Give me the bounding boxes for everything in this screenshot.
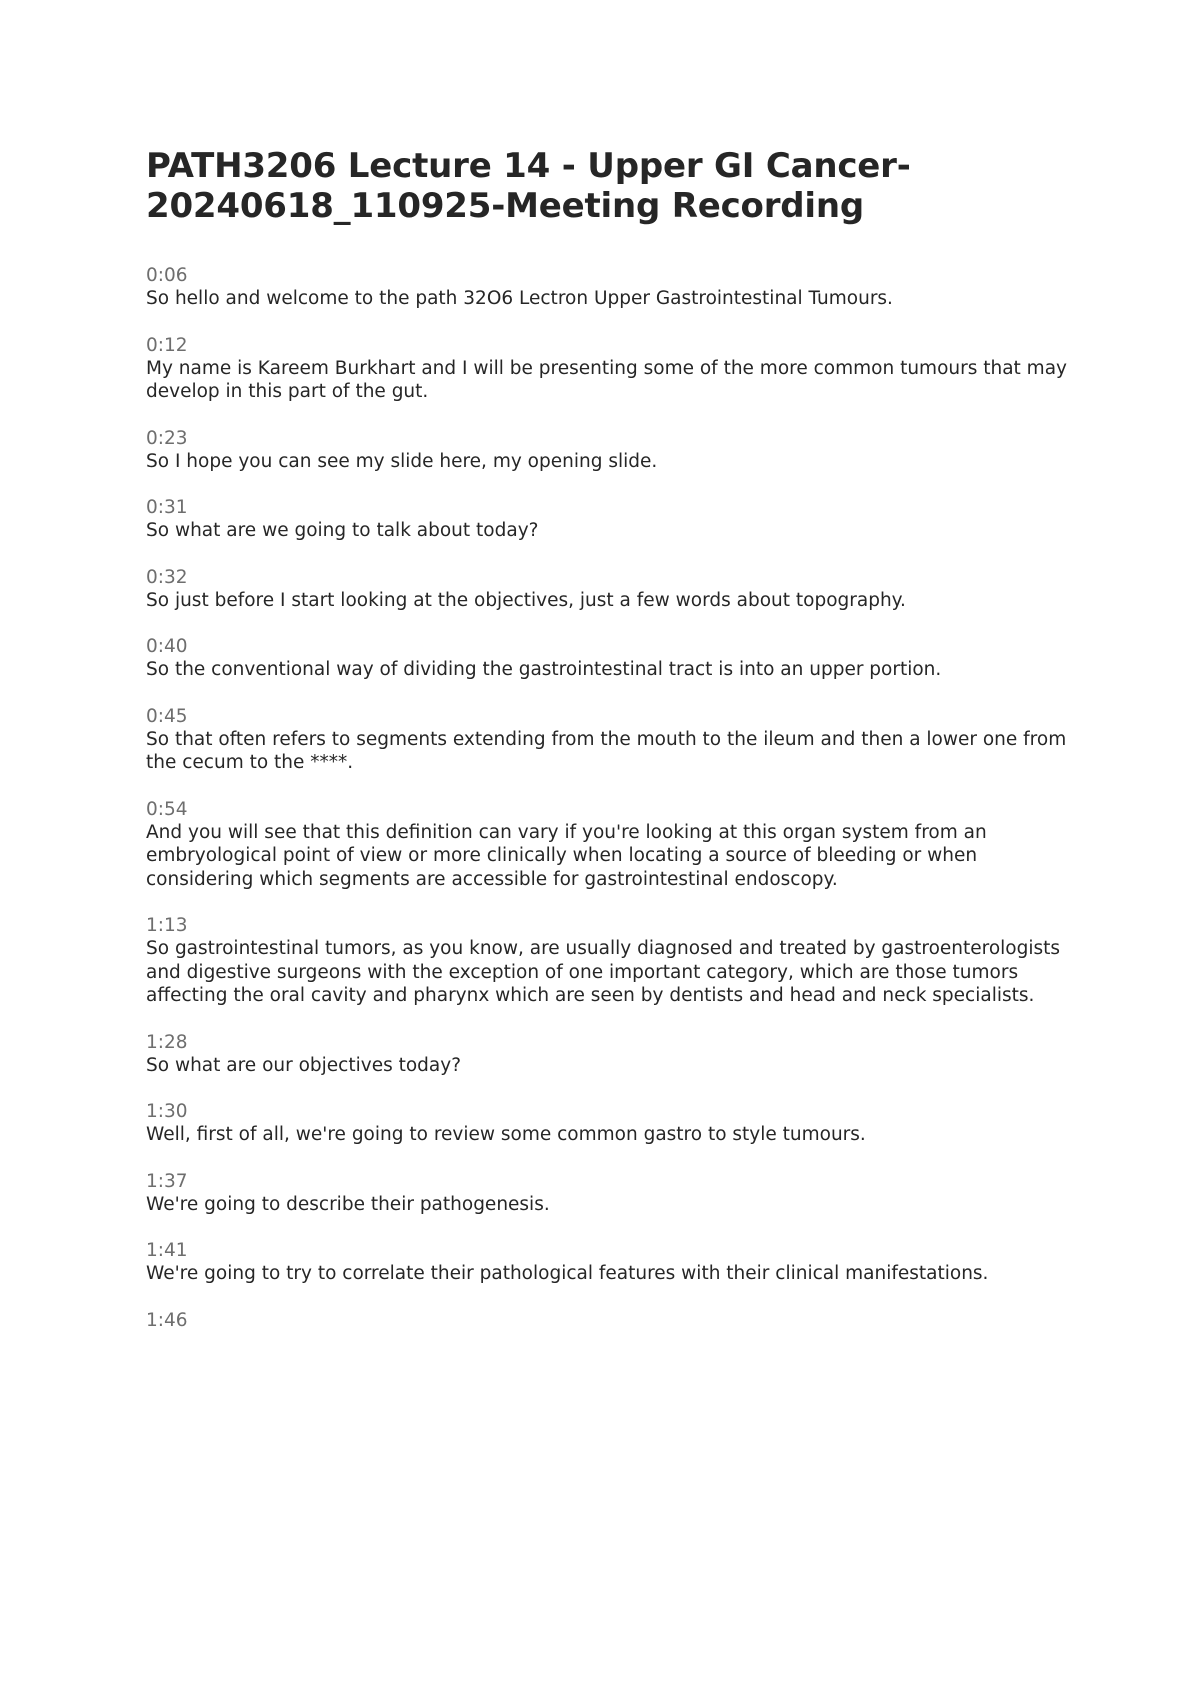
transcript-text: So I hope you can see my slide here, my opening slide. [146, 450, 658, 472]
transcript-text: My name is Kareem Burkhart and I will be presenting some of the more common tumours that may develop in this part of the gut. [146, 357, 1067, 402]
transcript-entry [146, 1100, 1086, 1147]
transcript-entry [146, 798, 1086, 892]
timestamp: 0:54 [146, 798, 188, 820]
transcript-text: We're going to try to correlate their pathological features with their clinical manifestations. [146, 1263, 989, 1284]
timestamp: 1:30 [146, 1101, 188, 1122]
timestamp: 0:40 [146, 636, 188, 657]
transcript-text: Well, first of all, we're going to review some common gastro to style tumours. [146, 1124, 866, 1145]
timestamp: 1:28 [146, 1031, 188, 1053]
transcript-entry [146, 1170, 1086, 1217]
transcript-text: So just before I start looking at the objectives, just a few words about topography. [146, 589, 906, 611]
transcript-list [146, 264, 1086, 1332]
transcript-entry [146, 264, 1086, 311]
timestamp: 1:13 [146, 915, 188, 936]
timestamp: 0:45 [146, 705, 188, 727]
transcript-text: So gastrointestinal tumors, as you know, are usually diagnosed and treated by gastroenterologists and digestive surgeons with the exception of one important category, which are those tumors affecting the oral cavity and pharynx which are seen by dentists and head and neck specialists. [146, 938, 1061, 1006]
timestamp: 1:37 [146, 1170, 188, 1192]
timestamp: 1:46 [146, 1309, 188, 1331]
transcript-entry [146, 427, 1086, 474]
transcript-entry [146, 1239, 1086, 1286]
transcript-text: And you will see that this definition can vary if you're looking at this organ system from an embryological point of view or more clinically when locating a source of bleeding or when considering which segments are accessible for gastrointestinal endoscopy. [146, 821, 987, 890]
transcript-entry [146, 334, 1086, 404]
transcript-entry [146, 705, 1086, 775]
timestamp: 0:32 [146, 566, 188, 588]
transcript-entry [146, 1031, 1086, 1078]
timestamp: 0:23 [146, 427, 188, 449]
transcript-entry [146, 1309, 1086, 1332]
document-page [146, 146, 1086, 1355]
transcript-entry [146, 914, 1086, 1008]
transcript-text: We're going to describe their pathogenesis. [146, 1193, 550, 1215]
timestamp: 1:41 [146, 1240, 188, 1261]
timestamp: 0:31 [146, 497, 188, 518]
transcript-entry [146, 566, 1086, 613]
timestamp: 0:12 [146, 334, 188, 356]
transcript-text: So hello and welcome to the path 32O6 Lectron Upper Gastrointestinal Tumours. [146, 288, 893, 309]
transcript-entry [146, 635, 1086, 682]
transcript-entry [146, 496, 1086, 543]
transcript-text: So what are our objectives today? [146, 1054, 462, 1076]
transcript-text: So what are we going to talk about today? [146, 520, 539, 541]
transcript-text: So that often refers to segments extending from the mouth to the ileum and then a lower one from the cecum to the ****. [146, 728, 1067, 773]
document-title: PATH3206 Lecture 14 - Upper GI Cancer-20240618_110925-Meeting Recording [146, 146, 911, 226]
transcript-text: So the conventional way of dividing the gastrointestinal tract is into an upper portion. [146, 659, 942, 680]
timestamp: 0:06 [146, 265, 188, 286]
